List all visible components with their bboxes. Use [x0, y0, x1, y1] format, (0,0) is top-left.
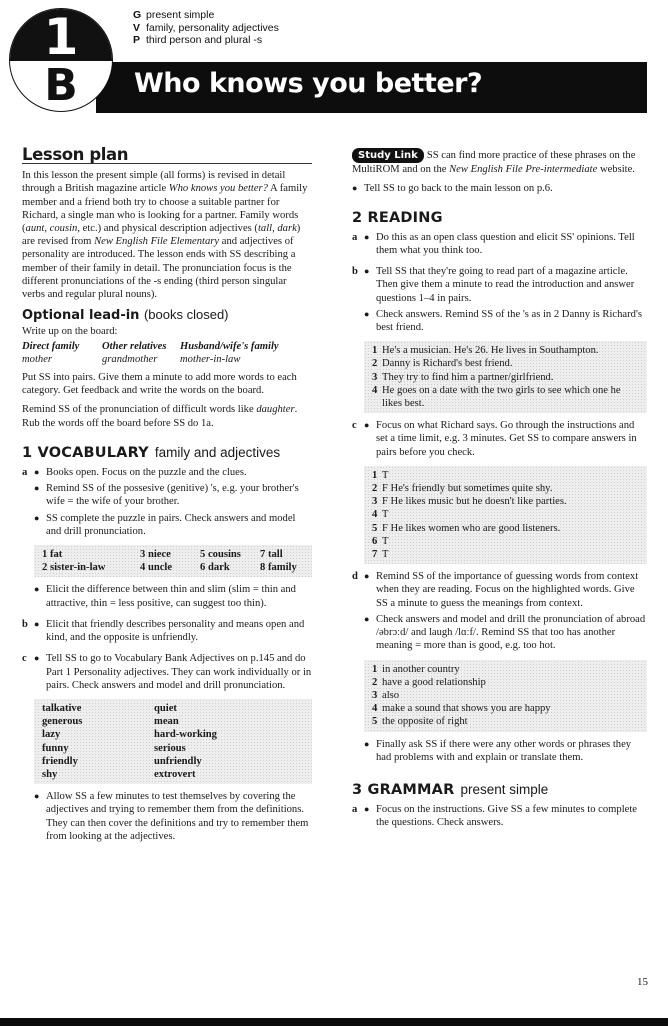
- answer-row: [372, 371, 639, 384]
- text-run: New English File Pre-intermediate: [449, 164, 598, 176]
- answer-text: F He's friendly but sometimes quite shy.: [382, 483, 553, 495]
- reading-d-answers: [364, 660, 647, 732]
- opposite: extrovert: [154, 768, 196, 780]
- step-body: [364, 570, 647, 655]
- right-column: [352, 148, 647, 836]
- opposite: hard-working: [154, 729, 217, 741]
- lead-in-paragraph: Put SS into pairs. Give them a minute to add more words to each category. Get feedback and write the words on the board.: [22, 372, 297, 397]
- step-letter: a: [22, 467, 28, 479]
- page-title: Who knows you better?: [134, 68, 483, 99]
- answer: 7 tall: [260, 549, 283, 561]
- reading-step-a: [352, 231, 647, 260]
- answer-row: [372, 663, 639, 676]
- text-run: SS can find more practice of these phrases on the MultiROM and on the: [352, 150, 636, 176]
- adjective: generous: [42, 716, 83, 728]
- step-letter: [22, 583, 34, 612]
- bullet-item: [352, 182, 647, 195]
- focus-pronunciation: [133, 34, 279, 47]
- text-run: website.: [597, 164, 635, 176]
- lead-in-column-header: Other relatives: [102, 340, 167, 352]
- step-letter: c: [22, 653, 27, 665]
- answer-number: 6: [372, 535, 378, 547]
- bullet-text: Focus on the instructions. Give SS a few minutes to complete the questions. Check answers.: [376, 804, 637, 829]
- section-title: 1 VOCABULARY: [22, 444, 149, 461]
- bullet-icon: ●: [364, 804, 370, 815]
- bullet-icon: ●: [364, 738, 370, 749]
- step-body: [364, 231, 647, 260]
- opposite: mean: [154, 716, 179, 728]
- vocabulary-step-a: [22, 466, 312, 541]
- answer-row: [372, 469, 639, 482]
- reading-step-c: [352, 419, 647, 462]
- answer-number: 1: [372, 345, 378, 357]
- step-body: [34, 583, 312, 612]
- answer-number: 3: [372, 689, 378, 701]
- bullet-text: Check answers and model and drill the pronunciation of abroad /əbrɔːd/ and laugh /lɑːf/. Remind SS that too has another meaning = more than is good, e.g. too hot.: [376, 613, 646, 652]
- unit-badge: [9, 8, 113, 112]
- step-letter: a: [352, 231, 358, 243]
- bullet-icon: ●: [34, 791, 40, 802]
- step-letter: a: [352, 804, 358, 816]
- answer-text: T: [382, 549, 389, 561]
- answer-number: 4: [372, 703, 378, 715]
- study-link-paragraph: [352, 148, 647, 176]
- bullet-icon: ●: [364, 308, 370, 319]
- page-number: 15: [637, 976, 648, 988]
- answer-text: He's a musician. He's 26. He lives in Southampton.: [382, 345, 599, 357]
- step-body: [34, 790, 312, 846]
- focus-key: G: [133, 9, 142, 21]
- adjective: lazy: [42, 729, 61, 741]
- answer-row: [372, 689, 639, 702]
- bullet-item: [34, 790, 312, 843]
- focus-text: present simple: [146, 9, 215, 21]
- answer-number: 5: [372, 522, 378, 534]
- bottom-rule: [0, 1018, 668, 1026]
- bullet-icon: ●: [34, 512, 40, 523]
- bullet-icon: ●: [34, 618, 40, 629]
- bullet-text: Do this as an open class question and elicit SS' opinions. Tell them what you think too.: [376, 231, 635, 257]
- answer-text: They try to find him a partner/girlfriend.: [382, 371, 554, 383]
- text-run: New English File Elementary: [94, 236, 220, 248]
- answer-row: [372, 482, 639, 495]
- bullet-item: [34, 466, 312, 479]
- answer-row: [372, 715, 639, 728]
- unit-number: 1: [43, 8, 79, 66]
- adjective: shy: [42, 768, 58, 780]
- answer-number: 4: [372, 384, 378, 396]
- section-title: 3 GRAMMAR: [352, 781, 455, 798]
- lead-in-reminder: [22, 403, 312, 429]
- lead-in-table: [22, 340, 312, 366]
- text-run: etc.) and physical description adjectives (: [79, 223, 258, 235]
- answer-number: 2: [372, 483, 378, 495]
- answer: 3 niece: [140, 549, 171, 561]
- adjective: funny: [42, 742, 69, 754]
- bullet-icon: ●: [364, 231, 370, 242]
- bullet-text: Check answers. Remind SS of the 's as in 2 Danny is Richard's best friend.: [376, 308, 642, 334]
- focus-grammar: [133, 9, 279, 22]
- answer: 8 family: [260, 562, 297, 574]
- lead-in-example: mother-in-law: [180, 353, 241, 365]
- bullet-item: [364, 231, 647, 257]
- answer: 5 cousins: [200, 549, 241, 561]
- step-body: [34, 466, 312, 541]
- text-run: Who knows you better?: [168, 183, 268, 195]
- text-run: tall, dark: [257, 223, 297, 235]
- lead-in-note: (books closed): [143, 307, 229, 323]
- reading-step-b: [352, 265, 647, 337]
- answer-number: 5: [372, 716, 378, 728]
- bullet-item: [34, 512, 312, 538]
- bullet-icon: ●: [34, 653, 40, 664]
- answer: 4 uncle: [140, 562, 173, 574]
- answer-row: [372, 548, 639, 561]
- grammar-heading: [352, 783, 647, 797]
- reading-step-d: [352, 570, 647, 655]
- section-subtitle: family and adjectives: [154, 444, 281, 460]
- adjective: talkative: [42, 702, 82, 714]
- bullet-text: Allow SS a few minutes to test themselves by covering the adjectives and trying to remember them from the definitions. They can then cover the definitions and try to remember them from looking at the adjectives.: [46, 791, 309, 842]
- bullet-text: Tell SS to go back to the main lesson on p.6.: [364, 183, 553, 195]
- text-run: ) are revised from: [22, 223, 301, 248]
- answer-text: T: [382, 469, 389, 481]
- step-body: [34, 652, 312, 695]
- answer-text: F He likes music but he doesn't like parties.: [382, 496, 567, 508]
- text-run: In this lesson the present simple (all forms) is revised in detail through a British magazine article: [22, 170, 286, 195]
- text-run: daughter: [256, 404, 295, 416]
- left-column: [22, 145, 312, 849]
- bullet-item: [34, 652, 312, 692]
- vocabulary-step-c: [22, 652, 312, 695]
- answer-row: [372, 676, 639, 689]
- lesson-plan-heading: Lesson plan: [22, 148, 312, 164]
- step-letter: [22, 790, 34, 846]
- bullet-icon: ●: [364, 571, 370, 582]
- answer-number: 3: [372, 371, 378, 383]
- answer-text: F He likes women who are good listeners.: [382, 522, 561, 534]
- answer-text: in another country: [382, 663, 460, 675]
- answer-text: Danny is Richard's best friend.: [382, 358, 513, 370]
- bullet-item: [364, 308, 647, 334]
- lead-in-column-header: Husband/wife's family: [180, 340, 279, 352]
- bullet-icon: ●: [34, 584, 40, 595]
- answer-text: T: [382, 509, 389, 521]
- focus-text: third person and plural -s: [146, 34, 263, 46]
- adjective: friendly: [42, 755, 78, 767]
- step-letter: c: [352, 420, 357, 432]
- focus-key: P: [133, 34, 141, 46]
- bullet-item: [34, 482, 312, 508]
- answer-row: [372, 702, 639, 715]
- title-bar: [96, 62, 647, 113]
- reading-heading: 2 READING: [352, 209, 443, 226]
- lead-in-instruction: Write up on the board:: [22, 326, 118, 338]
- answer-row: [372, 535, 639, 548]
- bullet-item: [364, 738, 647, 764]
- reading-c-answers: [364, 466, 647, 564]
- answer-row: [372, 384, 639, 410]
- bullet-text: Elicit that friendly describes personality and means open and kind, and the opposite is unfriendly.: [46, 618, 305, 644]
- answer-text: T: [382, 535, 389, 547]
- opposite: unfriendly: [154, 755, 202, 767]
- text-run: Remind SS of the pronunciation of difficult words like: [22, 404, 257, 416]
- bullet-icon: ●: [364, 266, 370, 277]
- focus-key: V: [133, 21, 141, 34]
- answer: 6 dark: [200, 562, 230, 574]
- lesson-focus-list: [133, 9, 279, 47]
- answer-row: [372, 522, 639, 535]
- bullet-text: SS complete the puzzle in pairs. Check answers and model and drill pronunciation.: [46, 512, 296, 537]
- step-letter: b: [22, 618, 28, 630]
- step-body: [364, 265, 647, 337]
- lesson-plan-intro: [22, 169, 312, 301]
- answer-number: 3: [372, 496, 378, 508]
- vocabulary-step-c-cont: [22, 790, 312, 846]
- answer-text: make a sound that shows you are happy: [382, 703, 551, 715]
- step-body: [364, 803, 647, 832]
- bullet-item: [364, 570, 647, 610]
- reading-step-d-cont: [352, 738, 647, 767]
- bullet-text: Remind SS of the importance of guessing words from context when they are reading. Focus on the highlighted words. Give SS a minute to guess the meanings from context.: [376, 571, 639, 609]
- step-body: [364, 419, 647, 462]
- answer-number: 7: [372, 549, 378, 561]
- answer-number: 1: [372, 663, 378, 675]
- bullet-text: Remind SS of the possesive (genitive) 's, e.g. your brother's wife = the wife of your brother.: [46, 483, 299, 508]
- bullet-text: Tell SS that they're going to read part of a magazine article. Then give them a minute to read the introduction and answer questions 1–4 in pairs.: [376, 266, 635, 304]
- reading-b-answers: [364, 341, 647, 413]
- lead-in-example: mother: [22, 353, 53, 365]
- answer-text: have a good relationship: [382, 676, 486, 688]
- text-run: A family member and a friend both try to choose a suitable partner for Richard, a single man who is looking for a partner. Family words (: [22, 183, 308, 235]
- bullet-icon: ●: [364, 420, 370, 431]
- text-run: aunt, cousin,: [25, 223, 80, 235]
- lead-in-example: grandmother: [102, 353, 158, 365]
- opposite: quiet: [154, 702, 177, 714]
- answer-text: the opposite of right: [382, 716, 468, 728]
- bullet-item: [364, 265, 647, 305]
- study-link-badge: Study Link: [352, 148, 424, 163]
- answer-row: [372, 357, 639, 370]
- step-body: [34, 618, 312, 647]
- text-run: and adjectives of personality are introduced. The lesson ends with SS describing a member of their family in detail. The pronunciation focus is the different pronunciations of the -s ending (third person singular verbs and regular plural nouns).: [22, 236, 296, 301]
- grammar-step-a: [352, 803, 647, 832]
- step-letter: b: [352, 266, 358, 278]
- vocabulary-step-b: [22, 618, 312, 647]
- bullet-icon: ●: [34, 483, 40, 494]
- answer-number: 1: [372, 469, 378, 481]
- bullet-icon: ●: [352, 183, 358, 194]
- text-run: . Rub the words off the board before SS do 1a.: [22, 404, 298, 429]
- vocabulary-step-a-cont: [22, 583, 312, 612]
- unit-letter: B: [44, 60, 78, 111]
- lead-in-title: Optional lead-in: [22, 308, 140, 324]
- bullet-icon: ●: [34, 467, 40, 478]
- bullet-item: [34, 583, 312, 609]
- section-subtitle: present simple: [460, 781, 549, 797]
- answer: 1 fat: [42, 549, 63, 561]
- bullet-item: [364, 803, 647, 829]
- step-letter: [352, 738, 364, 767]
- bullet-item: [364, 419, 647, 459]
- step-letter: d: [352, 571, 358, 583]
- puzzle-answers: [34, 545, 312, 577]
- bullet-icon: ●: [364, 613, 370, 624]
- bullet-text: Books open. Focus on the puzzle and the clues.: [46, 467, 247, 479]
- answer-number: 2: [372, 358, 378, 370]
- answer: 2 sister-in-law: [42, 562, 106, 574]
- bullet-text: Tell SS to go to Vocabulary Bank Adjectives on p.145 and do Part 1 Personality adjectives. They can work individually or in pairs. Check answers and model and drill pronunciation.: [46, 653, 312, 691]
- bullet-item: [364, 613, 647, 653]
- bullet-text: Elicit the difference between thin and slim (slim = thin and attractive, thin = less positive, can suggest too thin).: [46, 584, 296, 609]
- answer-row: [372, 344, 639, 357]
- answer-text: also: [382, 689, 400, 701]
- answer-row: [372, 495, 639, 508]
- step-body: [364, 738, 647, 767]
- personality-opposites: [34, 699, 312, 784]
- answer-text: He goes on a date with the two girls to see which one he likes best.: [382, 384, 621, 410]
- vocabulary-heading: [22, 446, 312, 460]
- lead-in-heading: [22, 308, 312, 322]
- answer-number: 2: [372, 676, 378, 688]
- focus-vocabulary: [133, 22, 279, 35]
- focus-text: family, personality adjectives: [146, 21, 279, 34]
- lead-in-column-header: Direct family: [22, 340, 80, 352]
- answer-row: [372, 508, 639, 521]
- bullet-text: Finally ask SS if there were any other words or phrases they had problems with and explain or translate them.: [376, 738, 632, 763]
- bullet-text: Focus on what Richard says. Go through the instructions and set a time limit, e.g. 3 minutes. Get SS to compare answers in pairs before you check.: [376, 420, 637, 458]
- opposite: serious: [154, 742, 186, 754]
- bullet-item: [34, 618, 312, 644]
- answer-number: 4: [372, 509, 378, 521]
